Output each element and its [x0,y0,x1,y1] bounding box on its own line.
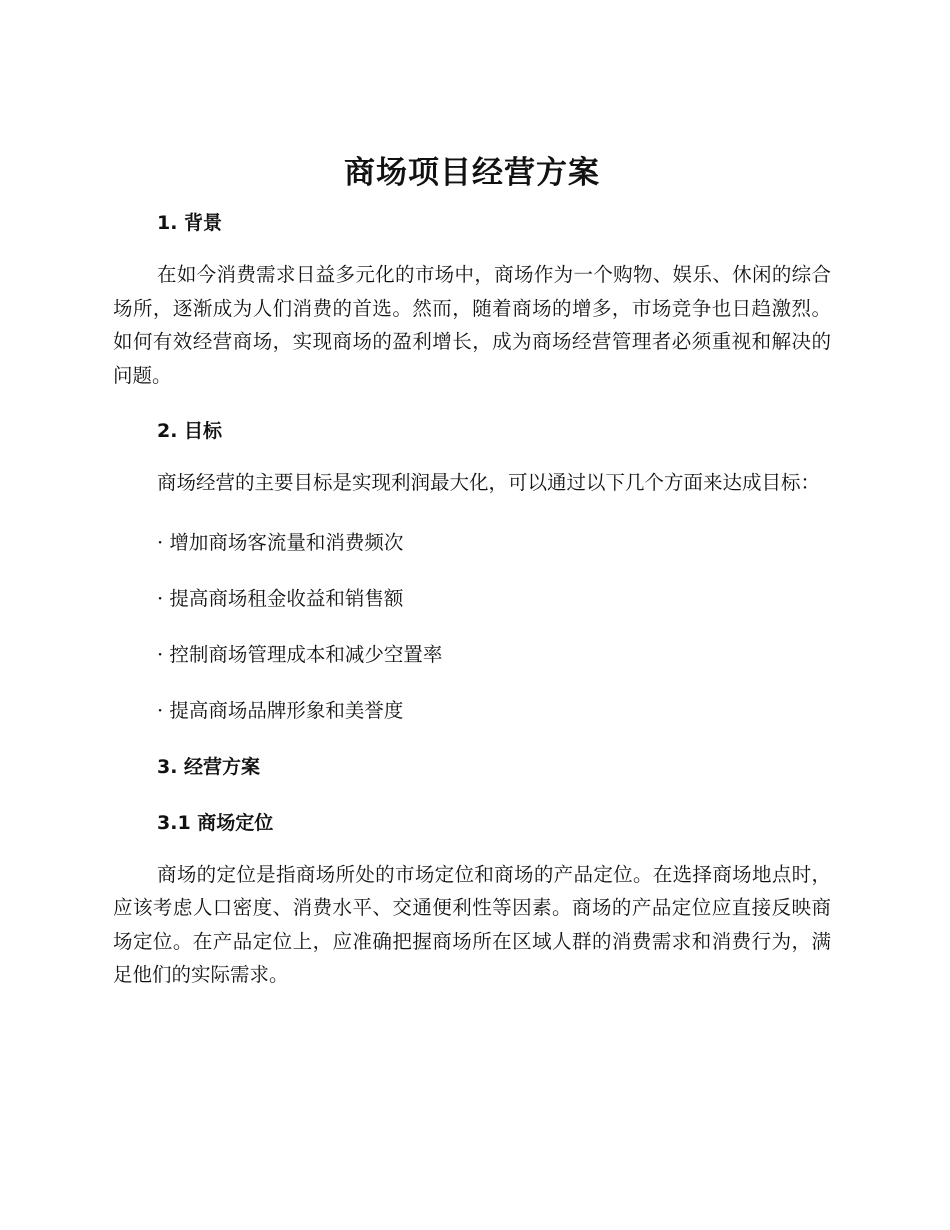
spacer [113,668,831,698]
goals-paragraph: 商场经营的主要目标是实现利润最大化，可以通过以下几个方面来达成目标： [157,471,821,494]
section-heading-plan: 3. 经营方案 [157,755,261,778]
goal-bullet-item: · 增加商场客流量和消费频次 [157,530,404,554]
document-page [113,150,831,992]
background-paragraph: 在如今消费需求日益多元化的市场中，商场作为一个购物、娱乐、休闲的综合场所，逐渐成为人们消费的首选。然而，随着商场的增多，市场竞争也日趋激烈。如何有效经营商场，实现商场的盈利增长，成为商场经营管理者必须重视和解决的问题。 [113,263,831,387]
document-title: 商场项目经营方案 [344,155,600,191]
spacer [113,780,831,810]
goal-bullet-item: · 控制商场管理成本和减少空置率 [157,642,443,666]
goal-bullet-item: · 提高商场品牌形象和美誉度 [157,698,404,722]
goal-bullet-item: · 提高商场租金收益和销售额 [157,586,404,610]
subsection-heading-positioning: 3.1 商场定位 [157,811,274,834]
spacer [113,724,831,754]
spacer [113,556,831,586]
positioning-paragraph: 商场的定位是指商场所处的市场定位和商场的产品定位。在选择商场地点时，应该考虑人口密度、消费水平、交通便利性等因素。商场的产品定位应直接反映商场定位。在产品定位上，应准确把握商场所在区域人群的消费需求和消费行为，满足他们的实际需求。 [113,862,831,986]
section-heading-background: 1. 背景 [157,212,223,234]
spacer [113,836,831,858]
spacer [113,500,831,530]
spacer [113,236,831,258]
spacer [113,612,831,642]
spacer [113,392,831,418]
section-heading-goals: 2. 目标 [157,420,223,442]
spacer [113,444,831,466]
